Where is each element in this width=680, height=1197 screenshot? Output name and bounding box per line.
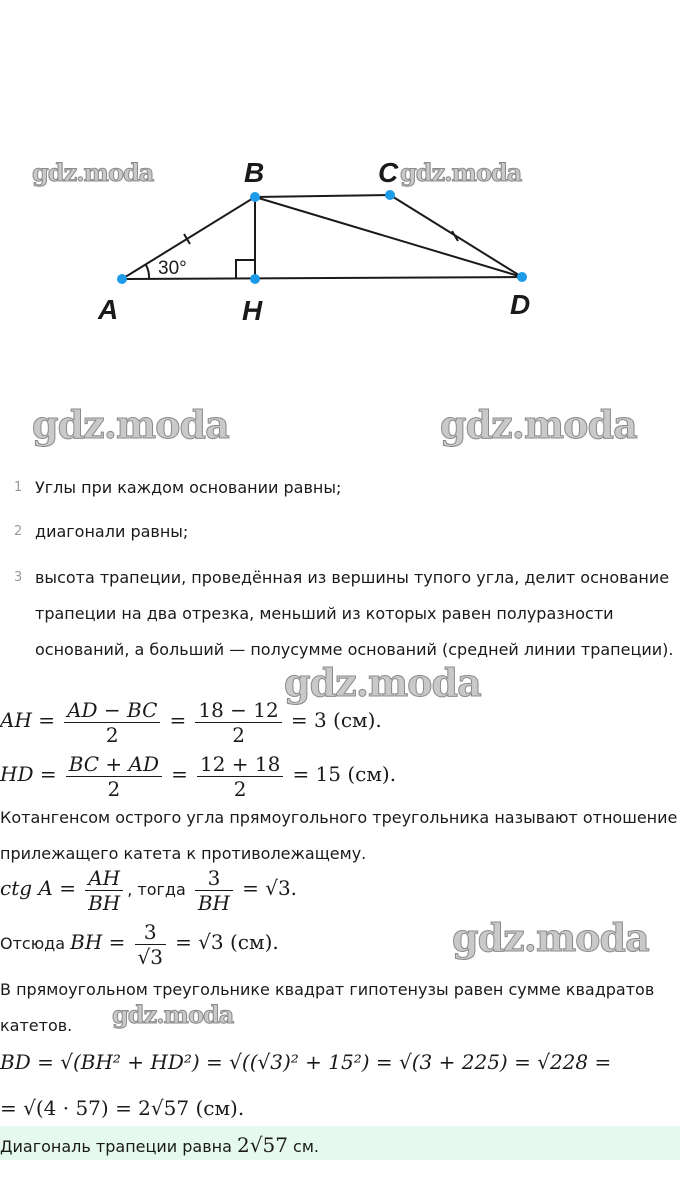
cotangent-definition: Котангенсом острого угла прямоугольного треугольника называют отношение прилежащего катета к противолежащему.	[0, 808, 678, 863]
angle-arc	[146, 265, 149, 279]
base-bc	[255, 195, 390, 197]
tick-ab	[184, 234, 190, 244]
point-c	[385, 190, 395, 200]
point-b	[250, 192, 260, 202]
watermark: gdz.moda	[452, 915, 649, 960]
watermark: gdz.moda	[400, 158, 522, 187]
answer-box	[0, 1126, 680, 1160]
watermark: gdz.moda	[112, 1000, 234, 1029]
label-b: B	[244, 157, 265, 188]
point-d	[517, 272, 527, 282]
label-d: D	[510, 289, 531, 320]
watermark: gdz.moda	[284, 660, 481, 705]
diagonal-bd	[255, 197, 522, 277]
equation-bd-2: = √(4 · 57) = 2√57 (см).	[0, 1096, 245, 1120]
point-a	[117, 274, 127, 284]
equation-bd-1: BD = √(BH² + HD²) = √((√3)² + 15²) = √(3 + 225) = √228 =	[0, 1050, 612, 1074]
trapezoid-figure	[0, 140, 680, 340]
label-a: A	[98, 294, 119, 325]
pythagoras-statement: В прямоугольном треугольнике квадрат гипотенузы равен сумме квадратов катетов.	[0, 980, 655, 1035]
watermark: gdz.moda	[32, 402, 229, 447]
label-c: C	[378, 157, 399, 188]
point-h	[250, 274, 260, 284]
watermark: gdz.moda	[440, 402, 637, 447]
answer-value: 2√57	[237, 1133, 288, 1157]
equation-ctg: ctg A = $\frac{AH}{BH}$ , тогда $\frac{3}{BH}$ = √3.	[0, 866, 298, 915]
angle-label: 30°	[158, 258, 187, 279]
answer-text: Диагональ трапеции равна	[0, 1137, 232, 1156]
equation-hd: HD = $\frac{BC + AD}{2}$ = $\frac{12 + 18}{2}$ = 15 (см).	[0, 752, 397, 801]
answer-unit: см.	[293, 1137, 319, 1156]
equation-ah: AH = $\frac{AD - BC}{2}$ = $\frac{18 - 12}{2}$ = 3 (см).	[0, 698, 382, 747]
label-h: H	[242, 295, 263, 326]
equation-bh: Отсюда BH = $\frac{3}{√3}$ = √3 (см).	[0, 920, 279, 969]
watermark: gdz.moda	[32, 158, 154, 187]
